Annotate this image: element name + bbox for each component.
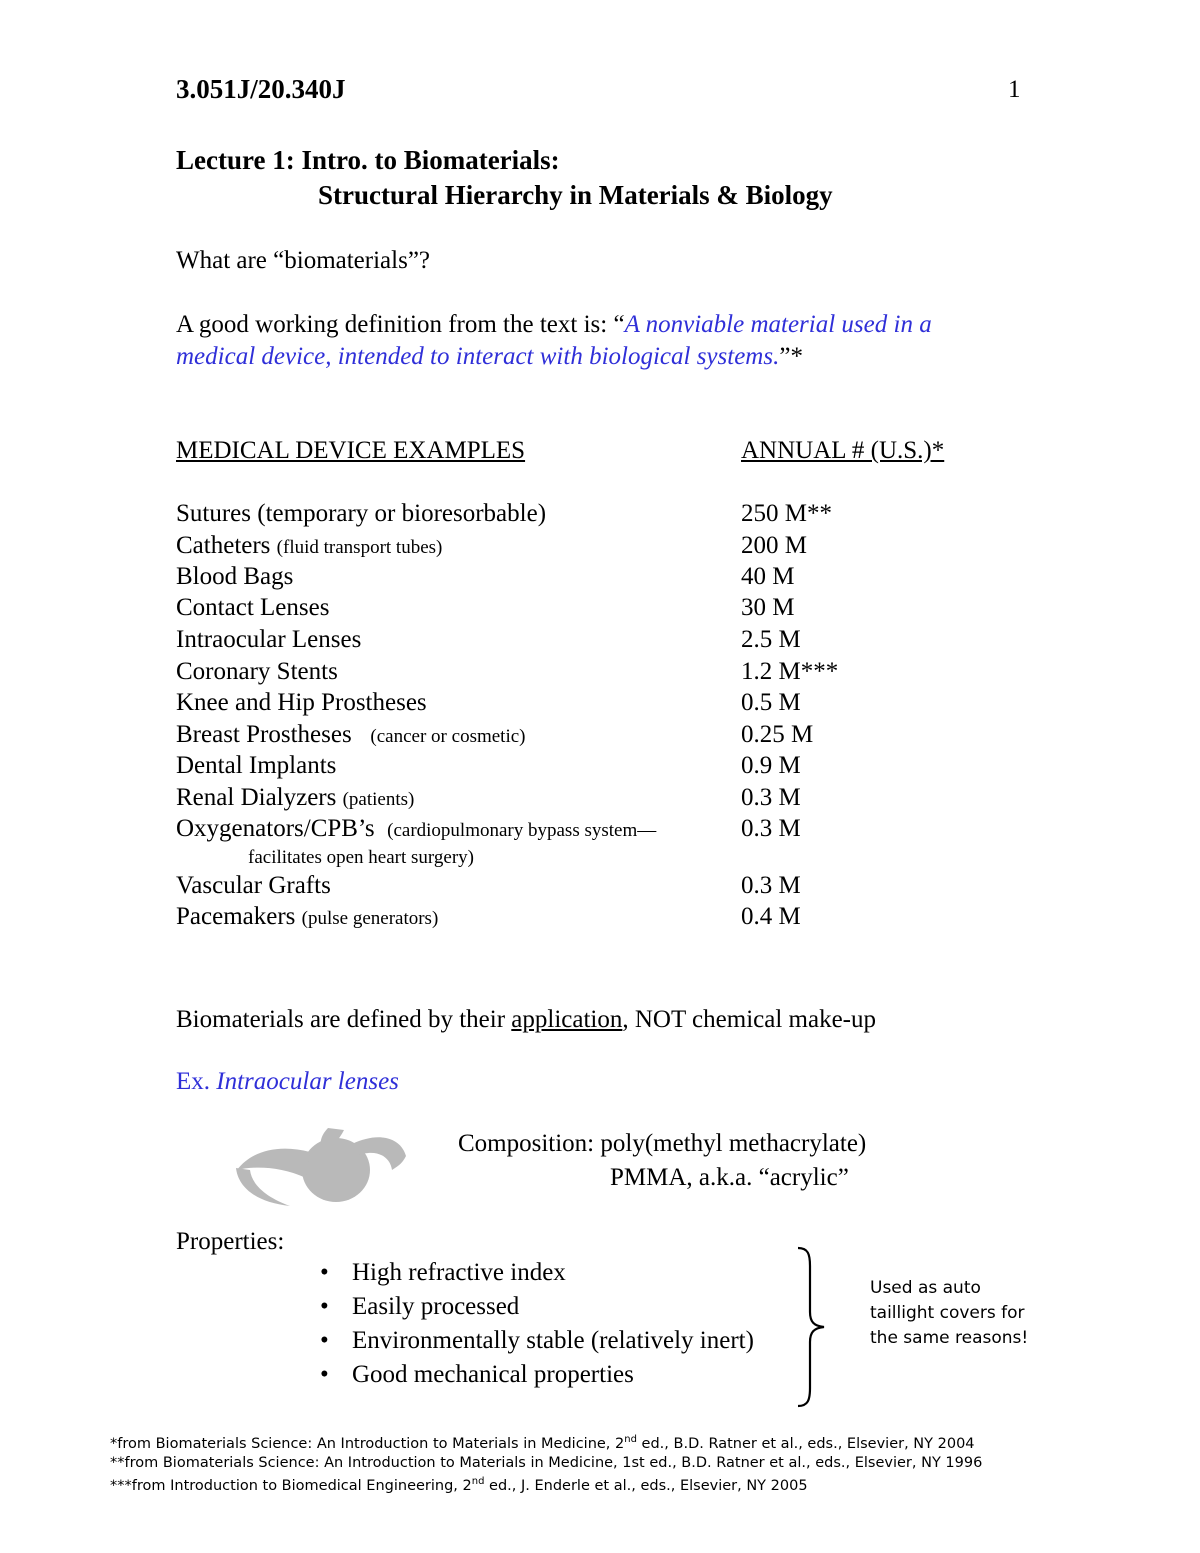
- property-text: High refractive index: [352, 1259, 566, 1286]
- list-item: [320, 1258, 754, 1292]
- property-text: Easily processed: [352, 1293, 520, 1320]
- table-row: [176, 752, 1076, 784]
- device-cell: [176, 784, 414, 812]
- definition-quote-2: medical device, intended to interact with biological systems.: [176, 343, 780, 370]
- device-annual: 40 M: [741, 563, 795, 590]
- device-name: Oxygenators/CPB’s: [176, 815, 375, 842]
- device-name: Blood Bags: [176, 563, 294, 590]
- statement-underlined: application: [511, 1006, 623, 1033]
- table-row: [176, 784, 1076, 816]
- device-note: (fluid transport tubes): [276, 537, 443, 558]
- bullet-icon: •: [320, 1327, 329, 1354]
- side-note-line: the same reasons!: [870, 1328, 1029, 1348]
- page-number: 1: [1008, 76, 1021, 103]
- device-note: (patients): [342, 789, 415, 810]
- bullet-icon: •: [320, 1361, 329, 1388]
- device-annual: 0.4 M: [741, 903, 801, 930]
- statement-after: , NOT chemical make-up: [622, 1006, 876, 1033]
- table-header-annual: ANNUAL # (U.S.)*: [741, 437, 945, 464]
- device-name: Knee and Hip Prostheses: [176, 689, 427, 716]
- device-name: Coronary Stents: [176, 658, 338, 685]
- list-item: [320, 1292, 754, 1326]
- course-number: 3.051J/20.340J: [176, 74, 346, 104]
- application-statement: [176, 1006, 876, 1034]
- footnote-text: *from Biomaterials Science: An Introduction to Materials in Medicine, 2: [110, 1435, 625, 1452]
- device-annual: 250 M**: [741, 500, 832, 527]
- definition-lead: A good working definition from the text is: “: [176, 311, 625, 338]
- footnote-text: ed., B.D. Ratner et al., eds., Elsevier, NY 2004: [636, 1435, 975, 1452]
- table-row: [176, 903, 1076, 935]
- device-annual: 30 M: [741, 594, 795, 621]
- footnote-text: ed., J. Enderle et al., eds., Elsevier, NY 2005: [484, 1477, 808, 1494]
- lecture-title: Lecture 1: Intro. to Biomaterials:: [176, 145, 560, 175]
- table-row: [176, 689, 1076, 721]
- footnote-3: [110, 1476, 808, 1494]
- property-text: Good mechanical properties: [352, 1361, 634, 1388]
- table-row: [176, 626, 1076, 658]
- definition-quote-1: A nonviable material used in a: [624, 311, 932, 338]
- device-annual: 200 M: [741, 532, 807, 559]
- footnote-text: ***from Introduction to Biomedical Engineering, 2: [110, 1477, 472, 1494]
- side-note: [870, 1276, 1028, 1351]
- device-name: Catheters: [176, 532, 271, 559]
- example-heading: [176, 1068, 399, 1096]
- property-text: Environmentally stable (relatively inert): [352, 1327, 754, 1354]
- question-text: What are “biomaterials”?: [176, 247, 431, 274]
- device-annual: 0.9 M: [741, 752, 801, 779]
- device-name: Breast Prostheses: [176, 721, 352, 748]
- device-name: Pacemakers: [176, 903, 296, 930]
- device-name: Dental Implants: [176, 752, 337, 779]
- table-row: [176, 721, 1076, 753]
- footnote-sup: nd: [471, 1476, 485, 1487]
- list-item: [320, 1326, 754, 1360]
- device-name: Intraocular Lenses: [176, 626, 362, 653]
- list-item: [320, 1360, 754, 1394]
- properties-list: [320, 1258, 754, 1394]
- example-name: Intraocular lenses: [216, 1068, 399, 1095]
- definition-line-2: [176, 343, 803, 371]
- statement-before: Biomaterials are defined by their: [176, 1006, 512, 1033]
- side-note-line: taillight covers for: [870, 1303, 1025, 1323]
- device-annual: 0.3 M: [741, 872, 801, 899]
- device-note: (cancer or cosmetic): [370, 726, 526, 747]
- table-header-devices: MEDICAL DEVICE EXAMPLES: [176, 437, 526, 464]
- device-name: Vascular Grafts: [176, 872, 331, 899]
- device-note-continued: facilitates open heart surgery): [248, 847, 474, 868]
- table-row: [176, 594, 1076, 626]
- bullet-icon: •: [320, 1293, 329, 1320]
- device-annual: 0.5 M: [741, 689, 801, 716]
- bullet-icon: •: [320, 1259, 329, 1286]
- device-annual: 0.25 M: [741, 721, 814, 748]
- device-annual: 0.3 M: [741, 784, 801, 811]
- device-name: Sutures (temporary or bioresorbable): [176, 500, 547, 527]
- device-annual: 1.2 M***: [741, 658, 839, 685]
- footnote-sup: nd: [624, 1434, 637, 1445]
- device-cell: [176, 903, 438, 931]
- properties-label: Properties:: [176, 1228, 285, 1255]
- example-prefix: Ex.: [176, 1068, 217, 1095]
- lecture-subtitle: Structural Hierarchy in Materials & Biology: [318, 180, 833, 210]
- definition-line-1: [176, 311, 932, 339]
- footnote-2: [110, 1455, 982, 1471]
- device-note: (pulse generators): [301, 908, 439, 929]
- table-row: [176, 658, 1076, 690]
- device-cell: [176, 815, 656, 843]
- device-name: Contact Lenses: [176, 594, 330, 621]
- device-annual: 0.3 M: [741, 815, 801, 842]
- table-row: [176, 815, 1076, 871]
- composition-line-1: Composition: poly(methyl methacrylate): [458, 1130, 867, 1157]
- table-row: [176, 563, 1076, 595]
- intraocular-lens-illustration: [232, 1126, 412, 1210]
- footnote-1: [110, 1434, 975, 1452]
- table-row: [176, 872, 1076, 904]
- footnote-text: **from Biomaterials Science: An Introduction to Materials in Medicine, 1st ed., B.D. Ratner et al., eds., Elsevier, NY 1996: [110, 1455, 983, 1471]
- side-note-line: Used as auto: [870, 1278, 981, 1298]
- device-name: Renal Dialyzers: [176, 784, 337, 811]
- right-brace-icon: [796, 1246, 830, 1408]
- device-cell: [176, 532, 442, 560]
- composition-line-2: PMMA, a.k.a. “acrylic”: [610, 1164, 849, 1191]
- definition-tail: ”*: [779, 343, 803, 370]
- device-cell: [176, 721, 526, 749]
- device-annual: 2.5 M: [741, 626, 801, 653]
- table-row: [176, 500, 1076, 532]
- device-note: (cardiopulmonary bypass system—: [387, 820, 657, 841]
- table-row: [176, 532, 1076, 564]
